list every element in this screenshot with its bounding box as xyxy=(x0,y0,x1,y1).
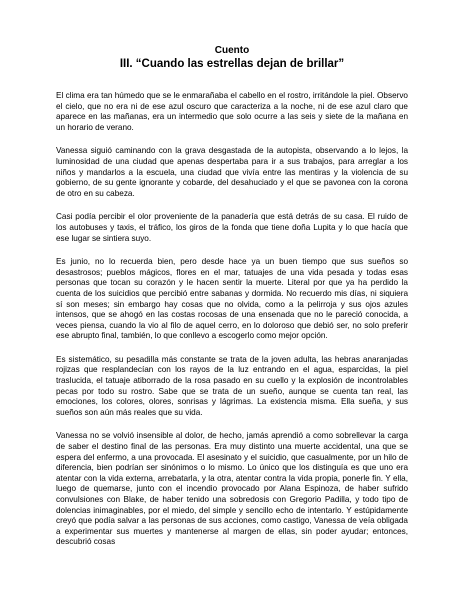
document-header xyxy=(56,44,408,72)
document-body xyxy=(56,91,408,561)
paragraph: El clima era tan húmedo que se le enmarañaba el cabello en el rostro, irritándole la piel. Observo el cielo, que no era ni de ese azul oscuro que caracteriza a la noche, ni de ese azul claro que aparece en las mañanas, era un intermedio que solo ocurre a las seis y siete de la mañana en un horario de verano. xyxy=(56,91,408,132)
paragraph: Vanessa no se volvió insensible al dolor, de hecho, jamás aprendió a como sobrellevar la carga de saber el destino final de las personas. Era muy distinto una muerte accidental, una que se espera del enfermo, a una provocada. El asesinato y el suicidio, que casualmente, por un hilo de diferencia, bien podrían ser sinónimos o lo mismo. Lo único que los distinguía es que uno era atentar con la vida externa, arrebatarla, y la otra, atentar contra la vida propia, ponerle fin. Y ella, luego de quemarse, junto con el incendio provocado por Alana Espinoza, de haber sufrido convulsiones con Blake, de haber tenido una sobredosis con Gregorio Padilla, y todo tipo de dolencias inimaginables, por el miedo, del simple y sencillo echo de intentarlo. Y estúpidamente creyó que podía salvar a las personas de sus acciones, como castigo, Vanessa de veía obligada a experimentar sus muertes y mantenerse al margen de ellas, sin poder ayudar; entonces, descubrió cosas xyxy=(56,431,408,547)
story-title: III. “Cuando las estrellas dejan de brillar” xyxy=(119,58,345,70)
section-label: Cuento xyxy=(214,45,250,56)
paragraph: Es junio, no lo recuerda bien, pero desde hace ya un buen tiempo que sus sueños so desastrosos; pueblos mágicos, flores en el mar, tatuajes de una vida pesada y todas esas personas que tocan su corazón y le hacen sentir la muerte. Literal por que ya ha perdido la cuenta de los suicidios que percibió entre sabanas y dormida. No recuerdo mis días, ni siquiera sí son meses; sin embargo hay cosas que no olvida, como a la pelirroja y sus ojos azules intensos, que se ahogó en las costas rocosas de una ensenada que no le pareció conocida, a veces piensa, cuando la vio al filo de aquel cerro, en lo doloroso que debió ser, no solo preferir ese abrupto final, también, lo que conllevo a escogerlo como mejor opción. xyxy=(56,257,408,341)
paragraph: Casi podía percibir el olor proveniente de la panadería que está detrás de su casa. El ruido de los autobuses y taxis, el tráfico, los giros de la fonda que tiene doña Lupita y lo que hacía que ese lugar se sintiera suyo. xyxy=(56,212,408,243)
paragraph: Vanessa siguió caminando con la grava desgastada de la autopista, observando a lo lejos, la luminosidad de una ciudad que apenas despertaba para ir a sus trabajos, para arreglar a los niños y mandarlos a la escuela, una ciudad que vivía entre las mentiras y la violencia de su gobierno, de su gente ignorante y cobarde, del desahuciado y el que se pavonea con la corona de otro en su cabeza. xyxy=(56,146,408,198)
paragraph: Es sistemático, su pesadilla más constante se trata de la joven adulta, las hebras anaranjadas rojizas que resplandecían con los rayos de la luz entrando en el agua, esparcidas, la piel traslucida, el tatuaje atiborrado de la rosa pasado en su cuello y la explosión de incontrolables pecas por todo su rostro. Sabe que se trata de un sueño, aunque se cuenta tan real, las emociones, los colores, olores, sonrisas y lágrimas. La existencia misma. Ella sueña, y sus sueños son aún más reales que su vida. xyxy=(56,354,408,417)
